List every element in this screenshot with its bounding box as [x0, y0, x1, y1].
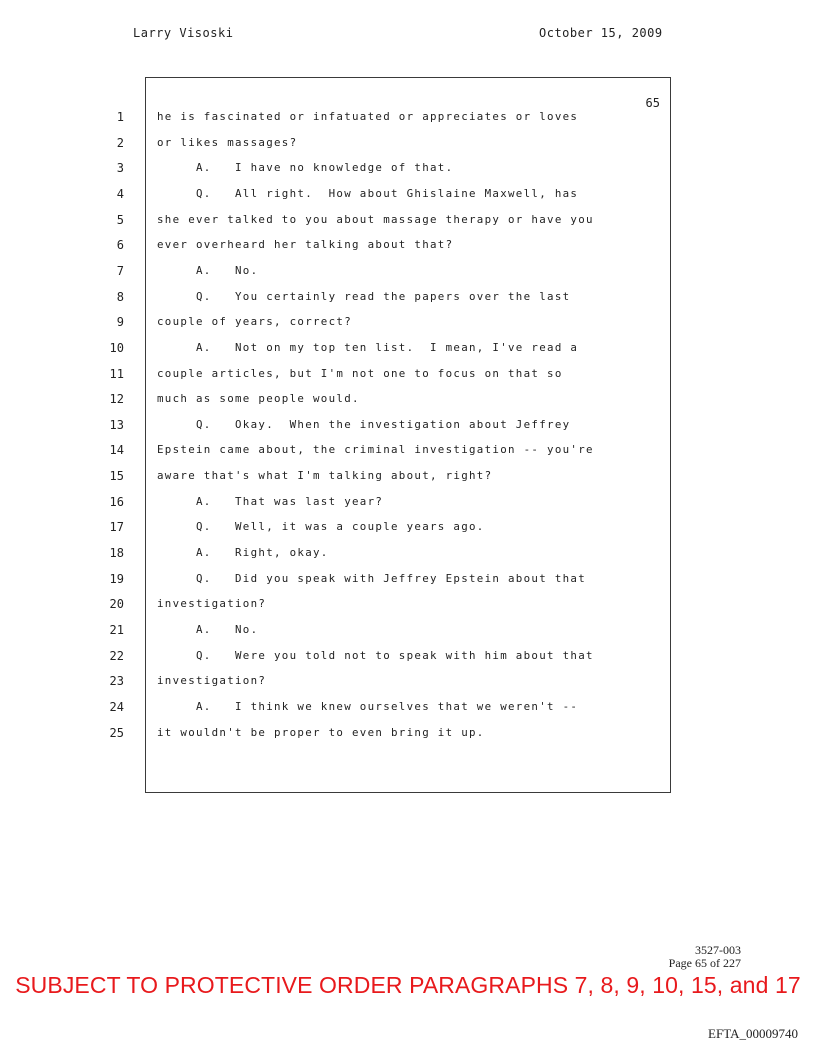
line-number: 23	[109, 674, 124, 689]
transcript-line	[0, 674, 816, 700]
efta-identifier: EFTA_00009740	[708, 1026, 798, 1041]
transcript-line	[0, 700, 816, 726]
line-text: A. I have no knowledge of that.	[157, 161, 454, 175]
line-text: much as some people would.	[157, 392, 360, 406]
line-number: 13	[109, 417, 124, 432]
line-number: 20	[109, 597, 124, 612]
line-text: investigation?	[157, 597, 267, 611]
line-number: 4	[116, 186, 124, 201]
line-number: 21	[109, 623, 124, 637]
line-text: he is fascinated or infatuated or appreciates or loves	[157, 110, 579, 123]
transcript-line	[0, 136, 816, 162]
line-number: 18	[109, 546, 124, 561]
transcript-line	[0, 187, 816, 213]
line-text: Q. Well, it was a couple years ago.	[157, 520, 485, 534]
line-text: Q. Were you told not to speak with him about that	[157, 648, 594, 662]
line-number: 6	[116, 238, 124, 253]
line-text: Q. All right. How about Ghislaine Maxwell, has	[157, 186, 579, 200]
transcript-line	[0, 264, 816, 290]
line-text: A. That was last year?	[157, 494, 384, 508]
line-text: couple articles, but I'm not one to focus on that so	[157, 366, 563, 380]
line-text: investigation?	[157, 674, 267, 688]
line-text: ever overheard her talking about that?	[157, 238, 454, 252]
line-text: A. No.	[157, 263, 259, 277]
line-text: aware that's what I'm talking about, right?	[157, 469, 493, 483]
line-number: 19	[109, 571, 124, 586]
transcript-line	[0, 110, 816, 136]
line-number: 14	[109, 443, 124, 458]
line-number: 10	[109, 340, 124, 355]
line-number: 2	[116, 135, 124, 150]
transcript-line	[0, 572, 816, 598]
bates-stamp	[669, 944, 741, 970]
line-number: 7	[116, 263, 124, 278]
bates-code: 3527-003	[695, 943, 741, 957]
transcript-line	[0, 315, 816, 341]
transcript-line	[0, 341, 816, 367]
transcript-line	[0, 392, 816, 418]
line-number: 24	[109, 699, 124, 714]
line-text: A. No.	[157, 623, 259, 636]
transcript-line	[0, 367, 816, 393]
line-text: couple of years, correct?	[157, 315, 353, 329]
line-text: it wouldn't be proper to even bring it up.	[157, 725, 485, 739]
line-number: 3	[116, 161, 124, 176]
transcript-line	[0, 495, 816, 521]
transcript-line	[0, 649, 816, 675]
transcript-line	[0, 238, 816, 264]
line-number: 9	[116, 315, 124, 330]
transcript-line	[0, 597, 816, 623]
transcript-line	[0, 469, 816, 495]
line-number: 17	[109, 520, 124, 535]
transcript-line	[0, 726, 816, 752]
protective-order-notice: SUBJECT TO PROTECTIVE ORDER PARAGRAPHS 7, 8, 9, 10, 15, and 17	[15, 972, 801, 998]
line-text: Q. Okay. When the investigation about Jeffrey	[157, 417, 571, 431]
transcript-line	[0, 623, 816, 649]
transcript-line	[0, 418, 816, 444]
line-number: 12	[109, 392, 124, 407]
transcript-line	[0, 546, 816, 572]
line-text: A. I think we knew ourselves that we weren't --	[157, 699, 579, 713]
line-text: Q. Did you speak with Jeffrey Epstein about that	[157, 571, 587, 585]
line-text: she ever talked to you about massage therapy or have you	[157, 212, 594, 226]
line-text: A. Not on my top ten list. I mean, I've read a	[157, 340, 579, 354]
deposition-date: October 15, 2009	[539, 26, 663, 40]
line-text: A. Right, okay.	[157, 546, 329, 560]
transcript-page-number: 65	[645, 96, 660, 110]
transcript-line	[0, 213, 816, 239]
line-number: 8	[116, 289, 124, 304]
line-number: 25	[109, 725, 124, 740]
transcript-line	[0, 443, 816, 469]
line-number: 1	[116, 110, 124, 124]
line-text: Epstein came about, the criminal investigation -- you're	[157, 443, 594, 457]
line-number: 11	[109, 366, 124, 381]
transcript-line	[0, 290, 816, 316]
line-text: or likes massages?	[157, 135, 298, 149]
line-number: 22	[109, 648, 124, 663]
witness-name: Larry Visoski	[133, 26, 234, 40]
transcript-line	[0, 520, 816, 546]
line-number: 15	[109, 469, 124, 484]
line-text: Q. You certainly read the papers over the last	[157, 289, 571, 303]
line-number: 5	[116, 212, 124, 227]
page-of-total: Page 65 of 227	[668, 956, 741, 970]
transcript-line	[0, 161, 816, 187]
line-number: 16	[109, 494, 124, 509]
